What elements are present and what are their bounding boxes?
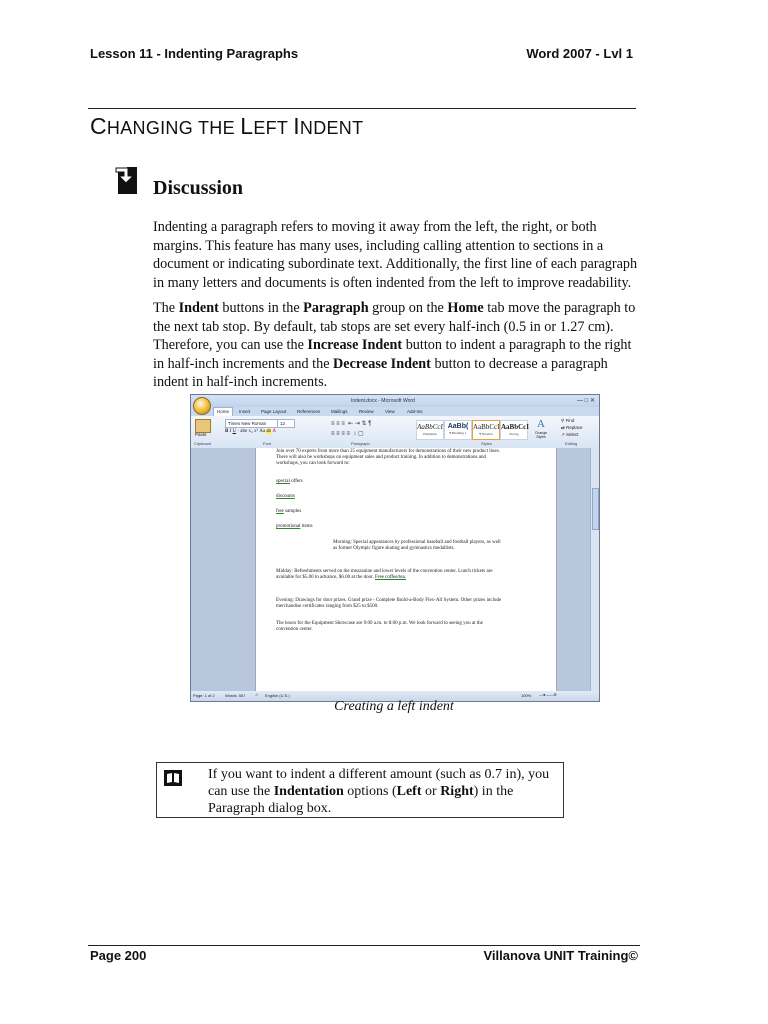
replace-item bbox=[561, 425, 583, 431]
style-name: ¶ Normal bbox=[479, 432, 493, 436]
group-label-styles: Styles bbox=[481, 441, 492, 446]
scrollbar-thumb bbox=[592, 488, 599, 530]
doc-list-item bbox=[276, 509, 506, 515]
doc-list-item bbox=[276, 479, 506, 485]
doc-indented-paragraph: Morning: Special appearances by professional baseball and football players, as well as former Olympic figure skating and gymnastics medallists. bbox=[333, 540, 501, 551]
bold-term: Decrease Indent bbox=[333, 355, 431, 372]
doc-underlined-word: promotional bbox=[276, 524, 301, 529]
doc-paragraph: Join over 70 experts from more than 25 equipment manufacturers for demonstrations of their new product lines. There will also be workshops on equipment sales and product training. In addition to demonstrations and workshops, you can look forward to: bbox=[276, 449, 500, 466]
ribbon-tab-review: Review bbox=[359, 409, 374, 414]
footer-divider bbox=[88, 945, 640, 946]
style-sample: AaBb( bbox=[447, 423, 469, 430]
header-lesson-title: Lesson 11 - Indenting Paragraphs bbox=[90, 46, 299, 61]
header-divider bbox=[88, 108, 636, 109]
bold-term: Home bbox=[447, 300, 484, 316]
select-item bbox=[561, 432, 579, 438]
ribbon-tab-add-ins: Add-Ins bbox=[407, 409, 423, 414]
list-indent-icons: ≡ ≡ ≡ ⇤ ⇥ ⇅ ¶ bbox=[331, 421, 372, 427]
office-button-icon bbox=[193, 397, 211, 415]
text-run: button to decrease a paragraph indent in half-inch increments. bbox=[153, 355, 608, 390]
status-page: Page: 1 of 2 bbox=[193, 693, 215, 698]
word-window-title: Indent.docx - Microsoft Word bbox=[351, 398, 415, 404]
title-part: EFT bbox=[253, 118, 294, 138]
book-icon bbox=[164, 770, 182, 786]
doc-text-run: samples bbox=[283, 509, 302, 514]
doc-list-item bbox=[276, 524, 506, 530]
status-language: English (U.S.) bbox=[265, 693, 290, 698]
ribbon-tab-home: Home bbox=[213, 407, 233, 417]
document-area bbox=[191, 448, 591, 691]
font-name-box: Times New Roman bbox=[225, 419, 279, 428]
text-run: The bbox=[153, 300, 179, 316]
find-icon: ⚲ bbox=[561, 418, 565, 423]
figure-caption: Creating a left indent bbox=[334, 699, 454, 714]
find-label: Find bbox=[565, 418, 575, 423]
ribbon-tab-insert: Insert bbox=[239, 409, 251, 414]
text-run: tab move the paragraph to the next tab stop. By default, tab stops are set every half-inch (0.5 in or 1.27 cm). Therefore, you can use the bbox=[153, 300, 636, 353]
title-part: NDENT bbox=[299, 118, 364, 138]
doc-underlined-word: free bbox=[276, 509, 284, 514]
style-heading-1 bbox=[444, 420, 472, 440]
select-icon: ↗ bbox=[561, 432, 565, 437]
font-size-box: 12 bbox=[277, 419, 295, 428]
title-part: I bbox=[293, 113, 300, 139]
bold-term: Indent bbox=[178, 300, 219, 316]
discussion-heading: Discussion bbox=[153, 177, 244, 199]
group-label-paragraph: Paragraph bbox=[351, 441, 370, 446]
font-format-icons: B I U · abe x₂ x² Aa ab A bbox=[225, 429, 276, 434]
doc-paragraph: Evening: Drawings for door prizes. Grand prize - Complete Build-a-Body Flex-All System. Other prizes include merchandise certificates ranging from $25 to $500. bbox=[276, 598, 502, 609]
group-label-font: Font bbox=[263, 441, 272, 446]
doc-text-run: offers bbox=[289, 479, 303, 484]
zoom-slider-icon: —●——⊕ bbox=[539, 692, 557, 697]
status-zoom: 100% bbox=[521, 693, 532, 698]
style-normal bbox=[472, 420, 500, 440]
ribbon-tabs bbox=[191, 407, 599, 416]
bold-term: Right bbox=[440, 784, 474, 799]
ribbon-tab-mailings: Mailings bbox=[331, 409, 348, 414]
header-course-level: Word 2007 - Lvl 1 bbox=[526, 46, 633, 61]
change-styles-icon: A bbox=[537, 418, 545, 430]
doc-text-run: Midday: Refreshments served on the mezzanine and lower levels of the convention center. Lunch tickets are available for $5.00 in advance, $6.00 at the door. bbox=[276, 569, 493, 580]
change-styles-label: Change Styles bbox=[534, 431, 548, 439]
doc-paragraph bbox=[276, 569, 506, 581]
group-label-clipboard: Clipboard bbox=[194, 441, 212, 446]
ribbon-tab-page-layout: Page Layout bbox=[261, 409, 287, 414]
doc-underlined-word: discounts bbox=[276, 494, 295, 499]
find-item bbox=[561, 418, 574, 424]
text-run: If you want to indent a different amount (such as 0.7 in), you can use the bbox=[208, 767, 550, 799]
title-part: HANGING THE bbox=[106, 118, 241, 138]
align-icons: ≡ ≡ ≡ ≡ ↕ ▢ bbox=[331, 431, 364, 437]
footer-page-number: Page 200 bbox=[90, 948, 147, 963]
style-sample: AaBbCcI bbox=[417, 423, 443, 431]
footer-publisher: Villanova UNIT Training© bbox=[483, 948, 638, 963]
bold-term: Paragraph bbox=[303, 300, 369, 316]
doc-list-item bbox=[276, 494, 506, 500]
title-part: C bbox=[90, 113, 107, 139]
vertical-scrollbar bbox=[590, 448, 599, 691]
style-name: Strong bbox=[509, 432, 519, 436]
text-run: buttons in the bbox=[218, 300, 304, 316]
discussion-paragraph-1: Indenting a paragraph refers to moving it away from the left, the right, or both margins. This feature has many uses, including calling attention to sections in a document or indicating subordinate text. Additionally, the first line of each paragraph in many letters and documents is often indented from the left to improve readability. bbox=[153, 219, 638, 291]
style-name: ¶ Heading 1 bbox=[449, 431, 467, 435]
style-sample: AaBbCcI bbox=[473, 423, 500, 431]
text-run: or bbox=[421, 784, 441, 799]
tip-text bbox=[208, 766, 558, 817]
doc-underlined-word: Free coffee/tea. bbox=[375, 575, 406, 580]
bold-term: Left bbox=[396, 784, 422, 799]
bold-term: Indentation bbox=[273, 784, 344, 799]
text-run: options ( bbox=[343, 784, 397, 799]
ribbon bbox=[191, 416, 599, 449]
style-emphasis bbox=[416, 420, 444, 440]
group-label-editing: Editing bbox=[565, 441, 578, 446]
text-run: ) in the Paragraph dialog box. bbox=[208, 784, 514, 816]
document-page bbox=[255, 448, 557, 691]
word-title-bar bbox=[191, 395, 599, 407]
style-name: Emphasis bbox=[423, 432, 437, 436]
style-sample: AaBbCcI bbox=[501, 423, 530, 431]
section-title bbox=[90, 113, 363, 140]
ribbon-tab-references: References bbox=[297, 409, 321, 414]
word-screenshot bbox=[190, 394, 600, 702]
doc-text-run: items bbox=[300, 524, 313, 529]
text-run: button to indent a paragraph to the right in half-inch increments and the bbox=[153, 337, 632, 372]
title-part: L bbox=[240, 113, 254, 139]
style-strong bbox=[500, 420, 528, 440]
ribbon-tab-view: View bbox=[385, 409, 395, 414]
paste-icon bbox=[195, 419, 211, 433]
replace-icon: ⇄ bbox=[561, 425, 565, 430]
text-run: group on the bbox=[368, 300, 448, 316]
discussion-paragraph-2 bbox=[153, 299, 643, 392]
replace-label: Replace bbox=[566, 425, 583, 430]
doc-paragraph: The hours for the Equipment Showcase are 9:00 a.m. to 8:00 p.m. We look forward to seeing you at the convention center. bbox=[276, 621, 483, 632]
bold-term: Increase Indent bbox=[307, 337, 403, 353]
select-label: Select bbox=[566, 432, 579, 437]
window-controls-icon: — □ ✕ bbox=[577, 398, 595, 404]
paste-label: Paste bbox=[195, 432, 207, 437]
doc-underlined-word: special bbox=[276, 479, 290, 484]
status-words: Words: 557 bbox=[225, 693, 246, 698]
proofing-icon: ⚠ bbox=[255, 692, 259, 697]
discussion-icon bbox=[114, 164, 142, 196]
